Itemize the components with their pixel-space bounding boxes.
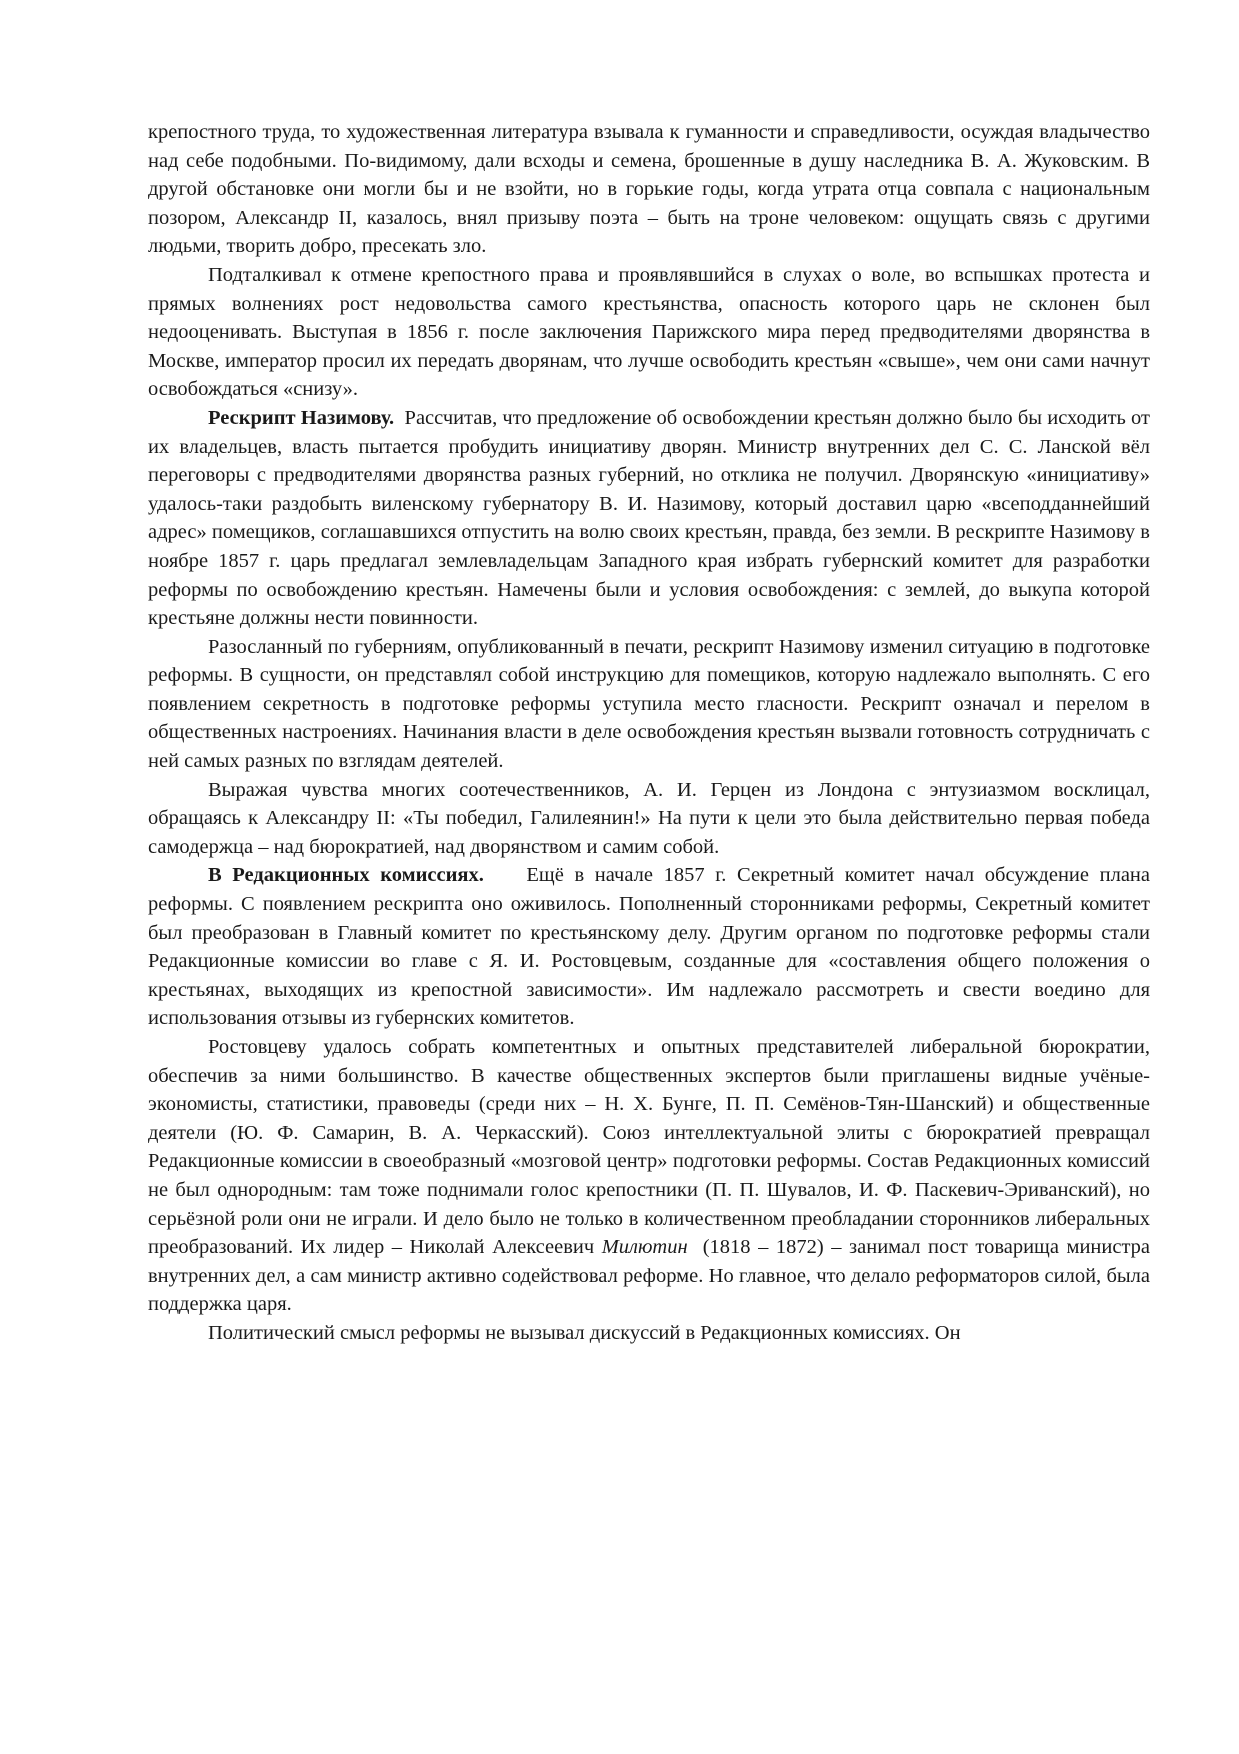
paragraph-5 — [148, 776, 1150, 862]
paragraph-text: крепостного труда, то художественная литература взывала к гуманности и справедливости, осуждая владычество над себе подобными. По-видимому, дали всходы и семена, брошенные в душу наследника В. А. Жуковским. В другой обстановке они могли бы и не взойти, но в горькие годы, когда утрата отца совпала с национальным позором, Александр II, казалось, внял призыву поэта – быть на троне человеком: ощущать связь с другими людьми, творить добро, пресекать зло. — [148, 121, 1150, 258]
paragraph-text: Рассчитав, что предложение об освобождении крестьян должно было бы исходить от их владельцев, власть пытается пробудить инициативу дворян. Министр внутренних дел С. С. Ланской вёл переговоры с предводителями дворянства разных губерний, но отклика не получил. Дворянскую «инициативу» удалось-таки раздобыть виленскому губернатору В. И. Назимову, который доставил царю «всеподданнейший адрес» помещиков, соглашавшихся отпустить на волю своих крестьян, правда, без земли. В рескрипте Назимову в ноябре 1857 г. царь предлагал землевладельцам Западного края избрать губернский комитет для разработки реформы по освобождению крестьян. Намечены были и условия освобождения: с землей, до выкупа которой крестьяне должны нести повинности. — [148, 406, 1151, 630]
section-heading-nazimov: Рескрипт Назимову. — [208, 406, 395, 429]
paragraph-3 — [148, 404, 1150, 633]
italic-name-milyutin: Милютин — [601, 1236, 688, 1259]
paragraph-text: Выражая чувства многих соотечественников, А. И. Герцен из Лондона с энтузиазмом восклицал, обращаясь к Александру II: «Ты победил, Галилеянин!» На пути к цели это была действительно первая победа самодержца – над бюрократией, над дворянством и самим собой. — [148, 778, 1150, 858]
paragraph-text: Разосланный по губерниям, опубликованный в печати, рескрипт Назимову изменил ситуацию в подготовке реформы. В сущности, он представлял собой инструкцию для помещиков, которую надлежало выполнять. С его появлением секретность в подготовке реформы уступила место гласности. Рескрипт означал и перелом в общественных настроениях. Начинания власти в деле освобождения крестьян вызвали готовность сотрудничать с ней самых разных по взглядам деятелей. — [148, 635, 1150, 773]
document-page — [148, 118, 1150, 1348]
paragraph-7 — [148, 1033, 1150, 1319]
paragraph-1 — [148, 118, 1150, 261]
paragraph-text: Подталкивал к отмене крепостного права и проявлявшийся в слухах о воле, во вспышках протеста и прямых волнениях рост недовольства самого крестьянства, опасность которого царь не склонен был недооценивать. Выступая в 1856 г. после заключения Парижского мира перед предводителями дворянства в Москве, император просил их передать дворянам, что лучше освободить крестьян «свыше», чем они сами начнут освобождаться «снизу». — [148, 263, 1150, 401]
paragraph-text-after: (1818 – 1872) – занимал пост товарища министра внутренних дел, а сам министр активно содействовал реформе. Но главное, что делало реформаторов силой, была поддержка царя. — [148, 1236, 1151, 1316]
paragraph-2 — [148, 261, 1150, 404]
paragraph-text: Ростовцеву удалось собрать компетентных и опытных представителей либеральной бюрократии, обеспечив за ними большинство. В качестве общественных экспертов были приглашены видные учёные-экономисты, статистики, правоведы (среди них – Н. Х. Бунге, П. П. Семёнов-Тян-Шанский) и общественные деятели (Ю. Ф. Самарин, В. А. Черкасский). Союз интеллектуальной элиты с бюрократией превращал Редакционные комиссии в своеобразный «мозговой центр» подготовки реформы. Состав Редакционных комиссий не был однородным: там тоже поднимали голос крепостники (П. П. Шувалов, И. Ф. Паскевич-Эриванский), но серьёзной роли они не играли. И дело было не только в количественном преобладании сторонников либеральных преобразований. Их лидер – Николай Алексеевич — [148, 1036, 1150, 1259]
paragraph-text: Ещё в начале 1857 г. Секретный комитет начал обсуждение плана реформы. С появлением рескрипта оно оживилось. Пополненный сторонниками реформы, Секретный комитет был преобразован в Главный комитет по крестьянскому делу. Другим органом по подготовке реформы стали Редакционные комиссии во главе с Я. И. Ростовцевым, созданные для «составления общего положения о крестьянах, выходящих из крепостной зависимости». Им надлежало рассмотреть и свести воедино для использования отзывы из губернских комитетов. — [148, 864, 1151, 1030]
paragraph-text: Политический смысл реформы не вызывал дискуссий в Редакционных комиссиях. Он — [208, 1321, 961, 1344]
paragraph-4 — [148, 633, 1150, 776]
paragraph-8 — [148, 1319, 1150, 1348]
paragraph-6 — [148, 861, 1150, 1033]
section-heading-commissions: В Редакционных комиссиях. — [208, 864, 484, 887]
